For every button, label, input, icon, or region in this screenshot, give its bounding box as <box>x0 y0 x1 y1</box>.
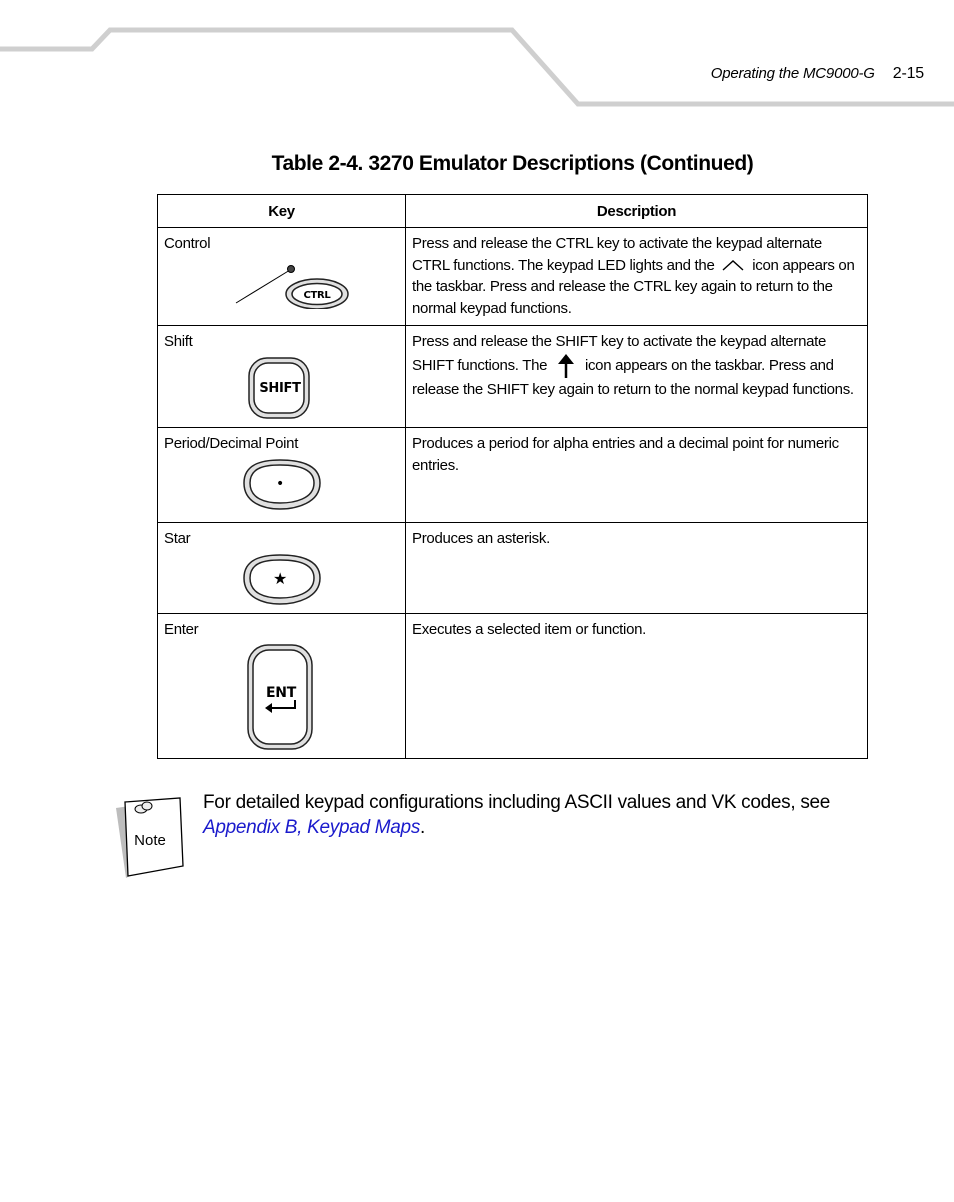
description-text: Produces a period for alpha entries and a decimal point for numeric entries. <box>412 435 839 474</box>
description-cell <box>406 613 868 758</box>
description-text: Produces an asterisk. <box>412 530 550 547</box>
description-cell <box>406 428 868 523</box>
emulator-table <box>157 194 868 759</box>
appendix-b-link[interactable]: Appendix B, Keypad Maps <box>203 817 421 838</box>
description-text-cont: icon appears on the taskbar. Press and release the SHIFT key again to return to the normal keypad functions. <box>412 356 854 398</box>
note-body: For detailed keypad configurations including ASCII values and VK codes, see <box>203 792 831 813</box>
shift-key-icon <box>164 355 386 421</box>
header-graphic <box>0 0 954 110</box>
enter-key-cap: ENT <box>266 685 296 701</box>
arrow-up-icon <box>551 353 581 379</box>
table-row <box>158 523 868 614</box>
table-row <box>158 326 868 428</box>
key-label: Control <box>164 235 211 252</box>
note-end: . <box>420 817 426 838</box>
key-cell <box>158 326 406 428</box>
running-head <box>711 65 924 83</box>
description-text: Press and release the SHIFT key to activate the keypad alternate SHIFT functions. The <box>412 333 827 374</box>
key-label: Enter <box>164 620 199 638</box>
description-cell <box>406 326 868 428</box>
table-row <box>158 428 868 523</box>
description-cell <box>406 228 868 326</box>
key-cell <box>158 228 406 326</box>
ctrl-key-cap: CTRL <box>303 289 331 301</box>
note-icon <box>110 790 190 880</box>
key-label: Star <box>164 530 191 547</box>
table-title: Table 2-4. 3270 Emulator Descriptions (Continued) <box>271 152 754 175</box>
key-cell <box>158 428 406 523</box>
ctrl-key-icon <box>164 257 386 309</box>
shift-key-cap: SHIFT <box>259 380 301 396</box>
caret-up-icon <box>718 258 748 274</box>
note-text <box>203 790 863 840</box>
period-key-icon <box>164 457 386 513</box>
table-header-row <box>158 195 868 228</box>
description-cell <box>406 523 868 614</box>
key-label: Period/Decimal Point <box>164 435 299 452</box>
star-key-icon <box>164 552 386 608</box>
table-row <box>158 228 868 326</box>
note-block <box>110 790 870 885</box>
key-label: Shift <box>164 333 193 350</box>
description-text: Press and release the CTRL key to activate the keypad alternate CTRL functions. The keypad LED lights and the <box>412 235 822 274</box>
period-key-cap: • <box>276 475 284 492</box>
note-label: Note <box>134 832 166 849</box>
column-header-description: Description <box>406 195 868 228</box>
column-header-key: Key <box>158 195 406 228</box>
page-number: 2-15 <box>892 65 924 82</box>
enter-key-icon <box>164 642 386 750</box>
description-text-cont: icon appears on the taskbar. Press and release the CTRL key again to return to the normal keypad functions. <box>412 256 855 317</box>
table-row <box>158 613 868 758</box>
chapter-title: Operating the MC9000-G <box>710 65 875 82</box>
description-text: Executes a selected item or function. <box>412 620 647 638</box>
key-cell <box>158 613 406 758</box>
key-cell <box>158 523 406 614</box>
star-key-cap: ★ <box>272 568 288 588</box>
